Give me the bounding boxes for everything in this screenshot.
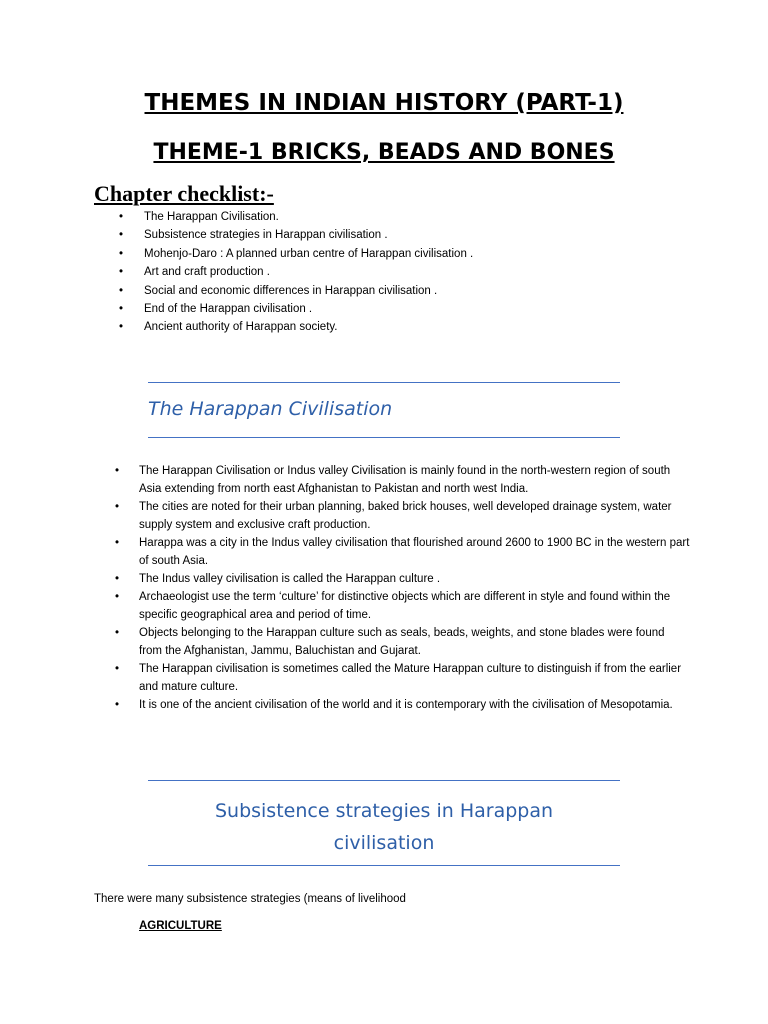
- list-item: [119, 282, 473, 300]
- list-item: [115, 660, 690, 696]
- list-item-text: The Harappan Civilisation or Indus valley Civilisation is mainly found in the north-western region of south Asia extending from north east Afghanistan to Pakistan and north west India.: [139, 465, 671, 495]
- section1-bottom-rule: [148, 437, 620, 438]
- list-item: [119, 263, 473, 281]
- section1-heading: The Harappan Civilisation: [148, 398, 393, 420]
- list-item-text: End of the Harappan civilisation .: [144, 302, 313, 315]
- section2-top-rule: [148, 780, 620, 781]
- bullet-icon: •: [115, 591, 120, 603]
- section2-heading: [148, 795, 620, 859]
- bullet-icon: •: [119, 266, 124, 279]
- section1-points: [115, 462, 690, 714]
- bullet-icon: •: [115, 537, 120, 549]
- bullet-icon: •: [119, 302, 124, 315]
- list-item: [115, 624, 690, 660]
- section2-bottom-rule: [148, 865, 620, 866]
- list-item: [119, 300, 473, 318]
- list-item-text: Objects belonging to the Harappan culture such as seals, beads, weights, and stone blades were found from the Afghanistan, Jammu, Baluchistan and Gujarat.: [139, 627, 665, 657]
- list-item-text: The cities are noted for their urban planning, baked brick houses, well developed drainage system, water supply system and exclusive craft production.: [139, 501, 672, 531]
- list-item-text: The Indus valley civilisation is called the Harappan culture .: [139, 573, 441, 585]
- list-item: [119, 245, 473, 263]
- checklist-list: [119, 208, 473, 337]
- list-item-text: Mohenjo-Daro : A planned urban centre of Harappan civilisation .: [144, 247, 474, 260]
- list-item-text: Archaeologist use the term ‘culture’ for distinctive objects which are different in style and found within the specific geographical area and period of time.: [139, 591, 671, 621]
- bullet-icon: •: [115, 663, 120, 675]
- bullet-icon: •: [115, 573, 120, 585]
- list-item: [115, 534, 690, 570]
- list-item: [119, 208, 473, 226]
- bullet-icon: •: [115, 699, 120, 711]
- bullet-icon: •: [115, 465, 120, 477]
- bullet-icon: •: [119, 211, 124, 223]
- list-item: [115, 570, 690, 588]
- document-subtitle: THEME-1 BRICKS, BEADS AND BONES: [153, 140, 615, 165]
- list-item-text: Ancient authority of Harappan society.: [144, 321, 338, 334]
- list-item: [115, 588, 690, 624]
- list-item-text: Social and economic differences in Harappan civilisation .: [144, 284, 438, 297]
- list-item: [115, 696, 690, 714]
- agriculture-subheading: AGRICULTURE: [139, 920, 222, 932]
- section1-top-rule: [148, 382, 620, 383]
- list-item: [115, 498, 690, 534]
- list-item-text: The Harappan Civilisation.: [144, 211, 279, 223]
- list-item: [119, 318, 473, 336]
- list-item-text: The Harappan civilisation is sometimes called the Mature Harappan culture to distinguish if from the earlier and mature culture.: [139, 663, 682, 693]
- bullet-icon: •: [119, 321, 124, 334]
- list-item-text: Harappa was a city in the Indus valley civilisation that flourished around 2600 to 1900 BC in the western part of south Asia.: [139, 537, 690, 567]
- bullet-icon: •: [119, 229, 124, 242]
- list-item: [119, 226, 473, 244]
- section2-heading-line1: Subsistence strategies in Harappan: [214, 800, 554, 822]
- bullet-icon: •: [119, 247, 124, 260]
- list-item-text: It is one of the ancient civilisation of the world and it is contemporary with the civilisation of Mesopotamia.: [139, 699, 673, 711]
- bullet-icon: •: [115, 501, 120, 513]
- section2-heading-line2: civilisation: [333, 832, 435, 854]
- list-item: [115, 462, 690, 498]
- bullet-icon: •: [119, 284, 124, 297]
- section2-intro: There were many subsistence strategies (means of livelihood: [94, 893, 406, 905]
- list-item-text: Subsistence strategies in Harappan civilisation .: [144, 229, 388, 242]
- checklist-heading: Chapter checklist:-: [94, 181, 274, 206]
- bullet-icon: •: [115, 627, 120, 639]
- list-item-text: Art and craft production .: [144, 266, 270, 279]
- document-title: THEMES IN INDIAN HISTORY (PART-1): [144, 90, 624, 116]
